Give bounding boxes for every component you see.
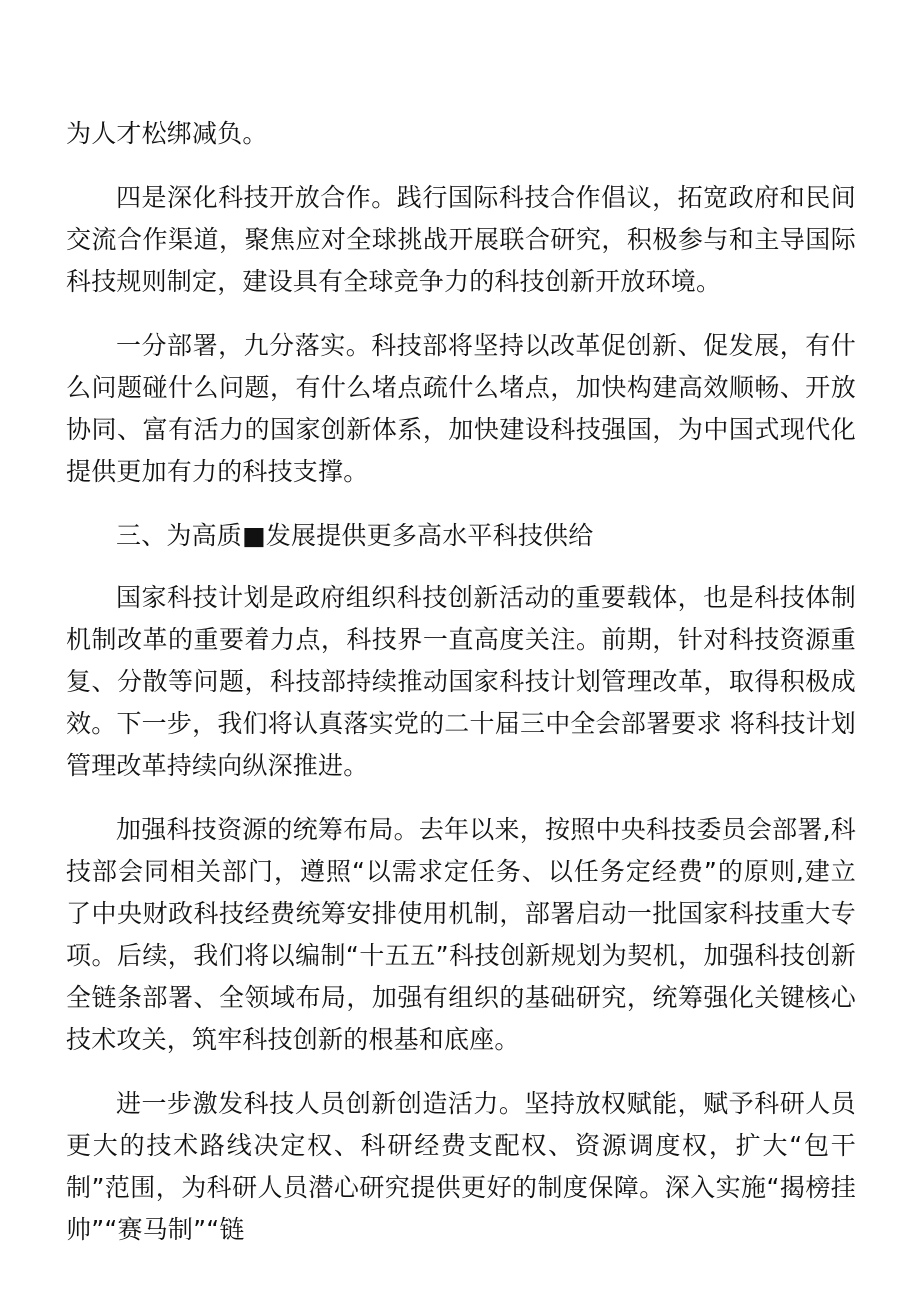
paragraph-open-cooperation: 四是深化科技开放合作。践行国际科技合作倡议，拓宽政府和民间交流合作渠道，聚焦应对全球挑战开展联合研究，积极参与和主导国际科技规则制定，建设具有全球竞争力的科技创新开放环境。 [66,183,856,296]
section-heading-3: 三、为高质■发展提供更多高水平科技供给 [116,521,594,550]
document-page [66,113,856,1251]
paragraph-researcher-vitality: 进一步激发科技人员创新创造活力。坚持放权赋能，赋予科研人员更大的技术路线决定权、科研经费支配权、资源调度权，扩大“包干制”范围，为科研人员潜心研究提供更好的制度保障。深入实施“揭榜挂帅”“赛马制”“链 [66,1089,856,1244]
paragraph-continuation: 为人才松绑减负。 [66,119,268,148]
paragraph-resource-layout: 加强科技资源的统筹布局。去年以来，按照中央科技委员会部署,科技部会同相关部门，遵照“以需求定任务、以任务定经费”的原则,建立了中央财政科技经费统筹安排使用机制，部署启动一批国家科技重大专项。后续，我们将以编制“十五五”科技创新规划为契机，加强科技创新全链条部署、全领域布局，加强有组织的基础研究，统筹强化关键核心技术攻关，筑牢科技创新的根基和底座。 [66,815,856,1054]
paragraph-tech-plan: 国家科技计划是政府组织科技创新活动的重要载体，也是科技体制机制改革的重要着力点，科技界一直高度关注。前期，针对科技资源重复、分散等问题，科技部持续推动国家科技计划管理改革，取得积极成效。下一步，我们将认真落实党的二十届三中全会部署要求 将科技计划管理改革持续向纵深推进。 [66,583,856,780]
paragraph-implementation: 一分部署，九分落实。科技部将坚持以改革促创新、促发展，有什么问题碰什么问题，有什么堵点疏什么堵点，加快构建高效顺畅、开放协同、富有活力的国家创新体系，加快建设科技强国，为中国式现代化提供更加有力的科技支撑。 [66,331,856,486]
